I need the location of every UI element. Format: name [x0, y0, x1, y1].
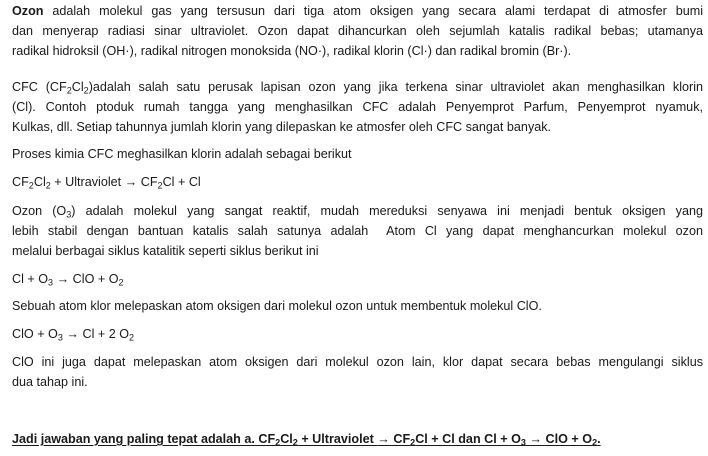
- text-span: ClO + O: [542, 432, 593, 446]
- text-span: Cl: [33, 175, 46, 189]
- text-span: Cl + Cl dan Cl + O: [415, 432, 521, 446]
- arrow-right-icon: →: [124, 175, 138, 189]
- equation-clo-ozone: [12, 324, 703, 344]
- paragraph-clo-formation: [12, 296, 703, 316]
- text-span: CF: [137, 175, 158, 189]
- text-line: dua tahap ini.: [12, 375, 88, 389]
- text-line: Sebuah atom klor melepaskan atom oksigen dari molekul ozon untuk membentuk molekul ClO.: [12, 299, 542, 313]
- text-line: dan menyerap radiasi sinar ultraviolet. Ozon dapat dihancurkan oleh sejumlah katalis radikal bebas; utamanya: [12, 24, 703, 38]
- text-span: CF: [12, 175, 29, 189]
- paragraph-process-intro: [12, 144, 703, 164]
- arrow-right-icon: →: [529, 432, 543, 446]
- subscript: 2: [410, 437, 416, 448]
- text-line: ClO ini juga dapat melepaskan atom oksigen dari molekul ozon lain, klor dapat secara bebas mengulangi siklus: [12, 355, 703, 369]
- text-line: (Cl). Contoh ptoduk rumah tangga yang menghasilkan CFC adalah Penyemprot Parfum, Penyemprot nyamuk,: [12, 100, 703, 114]
- text-line: melalui berbagai siklus katalitik seperti siklus berikut ini: [12, 244, 319, 258]
- text-line: [12, 201, 703, 221]
- subscript: 2: [28, 180, 34, 191]
- equation-cfc-photolysis: [12, 172, 703, 192]
- equation-line: [12, 324, 703, 344]
- subscript: 3: [520, 437, 526, 448]
- text-span: ) adalah molekul yang sangat reaktif, mudah mereduksi senyawa ini menjadi bentuk oksigen yang: [71, 204, 703, 218]
- text-line: [12, 77, 703, 97]
- subscript: 3: [66, 209, 72, 220]
- subscript: 2: [275, 437, 281, 448]
- bold-term-ozon: Ozon: [12, 4, 44, 18]
- subscript: 2: [592, 437, 598, 448]
- text-span: .: [597, 432, 601, 446]
- text-line: [12, 1, 703, 21]
- text-span: Cl: [71, 80, 84, 94]
- equation-line: [12, 172, 703, 192]
- text-span: Cl + 2 O: [78, 327, 130, 341]
- equation-line: [12, 269, 703, 289]
- answer-line: [12, 429, 703, 449]
- text-span: CFC (CF: [12, 80, 67, 94]
- subscript: 2: [129, 332, 135, 343]
- paragraph-ozon-definition: [12, 1, 703, 61]
- subscript: 2: [118, 277, 124, 288]
- text-span: + Ultraviolet: [297, 432, 378, 446]
- subscript: 3: [57, 332, 63, 343]
- subscript: 3: [48, 277, 54, 288]
- text-span: ClO + O: [69, 272, 119, 286]
- text-line: radikal hidroksil (OH·), radikal nitrogen monoksida (NO·), radikal klorin (Cl·) dan radikal bromin (Br·).: [12, 44, 572, 58]
- arrow-right-icon: →: [66, 327, 79, 341]
- text-line: Proses kimia CFC meghasilkan klorin adalah sebagai berikut: [12, 147, 352, 161]
- answer-statement: [12, 429, 703, 449]
- text-line: Kulkas, dll. Setiap tahunnya jumlah klorin yang dilepaskan ke atmosfer oleh CFC sangat banyak.: [12, 120, 552, 134]
- subscript: 2: [157, 180, 163, 191]
- equation-cl-ozone: [12, 269, 703, 289]
- subscript: 2: [66, 85, 72, 96]
- text-span: adalah molekul gas yang tersusun dari tiga atom oksigen yang secara alami terdapat di atmosfer bumi: [43, 4, 703, 18]
- text-span: + Ultraviolet: [50, 175, 125, 189]
- text-line: lebih stabil dengan bantuan katalis salah satunya adalah Atom Cl yang dapat menghancurkan molekul ozon: [12, 224, 703, 238]
- subscript: 2: [292, 437, 298, 448]
- subscript: 2: [83, 85, 89, 96]
- text-span: CF: [389, 432, 411, 446]
- text-span: Cl + O: [12, 272, 49, 286]
- arrow-right-icon: →: [56, 272, 70, 286]
- text-span: )adalah salah satu perusak lapisan ozon yang jika terkena sinar ultraviolet akan menghasilkan klorin: [88, 80, 703, 94]
- paragraph-ozone-reactive: [12, 201, 703, 261]
- subscript: 2: [45, 180, 51, 191]
- text-span: Cl + Cl: [162, 175, 201, 189]
- text-span: ClO + O: [12, 327, 58, 341]
- paragraph-cycle-repeat: [12, 352, 703, 392]
- text-span: Ozon (O: [12, 204, 67, 218]
- paragraph-cfc: [12, 77, 703, 137]
- text-span: Cl: [280, 432, 293, 446]
- arrow-right-icon: →: [377, 432, 390, 446]
- text-span: Jadi jawaban yang paling tepat adalah a. CF: [12, 432, 276, 446]
